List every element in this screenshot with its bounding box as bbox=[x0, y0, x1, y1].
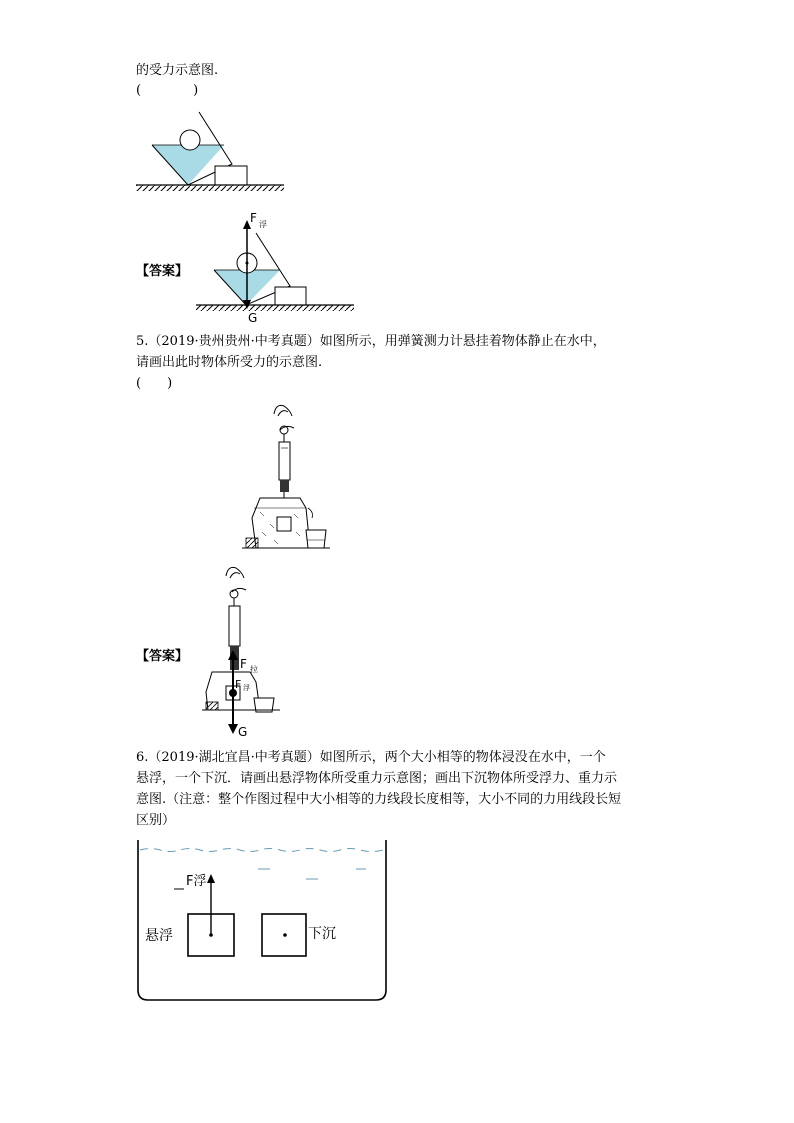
q5-answer-blank: ( ) bbox=[136, 376, 173, 391]
q6-suspended-label: 悬浮 bbox=[145, 928, 173, 944]
q5-answer-label: 【答案】 bbox=[136, 649, 189, 664]
q6-question-line1: 6.（2019·湖北宜昌·中考真题）如图所示，两个大小相等的物体浸没在水中，一个 bbox=[136, 750, 606, 765]
q4-answer-label: 【答案】 bbox=[136, 264, 189, 279]
q5-question-figure bbox=[240, 400, 340, 556]
q5-answer-figure bbox=[198, 562, 298, 742]
q4-answer-figure bbox=[190, 208, 360, 328]
q6-force-label: F浮 bbox=[186, 874, 207, 889]
q4-question-figure bbox=[130, 108, 290, 192]
q5-force-pull-sub: 拉 bbox=[250, 665, 258, 674]
q5-force-buoy-sub: 浮 bbox=[243, 684, 250, 692]
q6-sinking-label: 下沉 bbox=[308, 926, 336, 942]
q4-force-up-label: F bbox=[250, 211, 257, 225]
q4-force-down-label: G bbox=[248, 311, 258, 325]
q4-force-up-sub: 浮 bbox=[259, 220, 267, 229]
q5-question-line2: 请画出此时物体所受力的示意图. bbox=[136, 355, 323, 370]
q6-question-line2: 悬浮，一个下沉．请画出悬浮物体所受重力示意图；画出下沉物体所受浮力、重力示 bbox=[136, 771, 618, 786]
q4-tail-text: 的受力示意图. bbox=[136, 63, 219, 78]
q6-question-line4: 区别） bbox=[136, 813, 176, 828]
q6-question-line3: 意图.（注意：整个作图过程中大小相等的力线段长度相等，大小不同的力用线段长短 bbox=[136, 792, 622, 807]
q6-tank-figure bbox=[130, 838, 400, 1008]
q5-force-buoy-label: F bbox=[235, 678, 242, 691]
q5-question-line1: 5.（2019·贵州贵州·中考真题）如图所示，用弹簧测力计悬挂着物体静止在水中， bbox=[136, 334, 606, 349]
q5-force-gravity-label: G bbox=[238, 725, 248, 739]
q5-force-pull-label: F bbox=[240, 657, 247, 671]
q4-answer-blank: ( ) bbox=[136, 83, 199, 98]
